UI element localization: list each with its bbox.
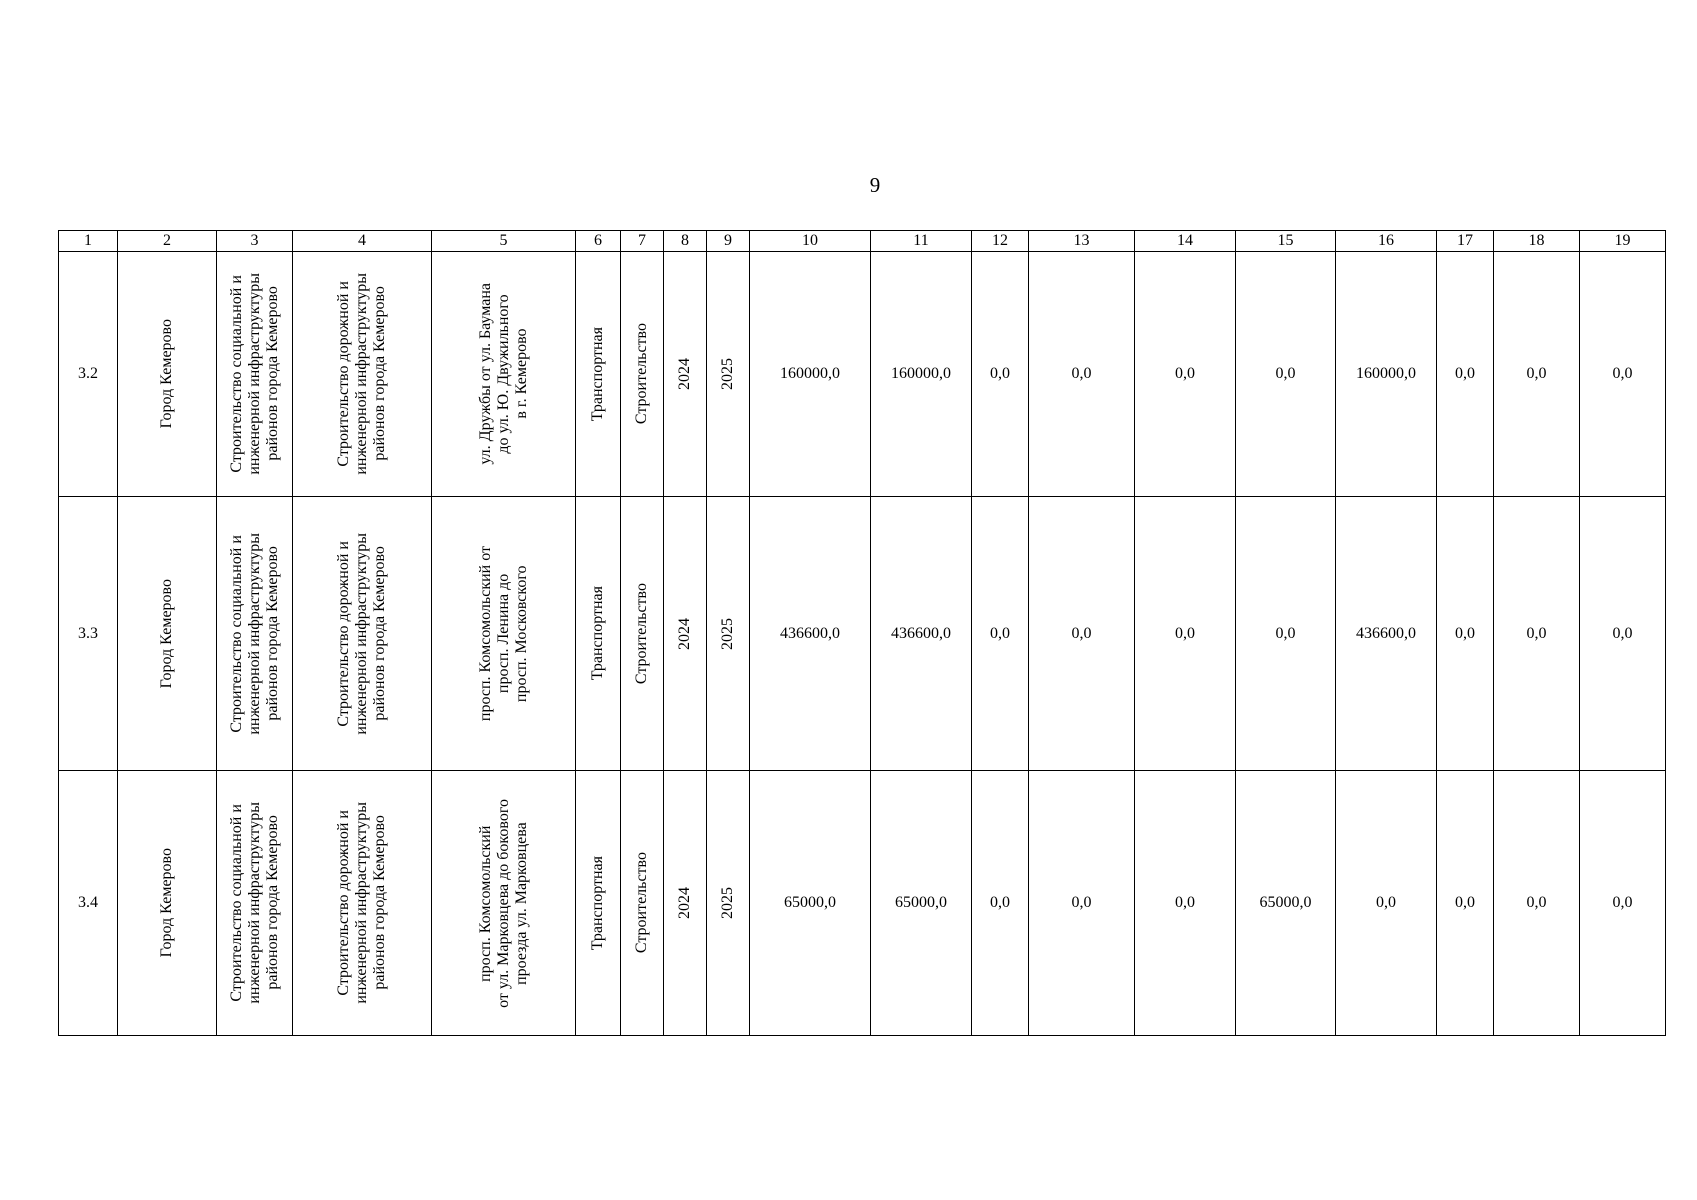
value-cell: 0,0	[1236, 497, 1336, 771]
event-text: Строительство дорожной и инженерной инфраструктуры районов города Кемерово	[335, 273, 388, 475]
column-number-cell: 6	[576, 231, 621, 252]
value-cell: 0,0	[1029, 771, 1135, 1036]
value-cell: 0,0	[1494, 771, 1580, 1036]
infrastructure-type-text: Транспортная	[589, 855, 607, 951]
value-cell: 0,0	[1029, 252, 1135, 497]
year-end-text: 2025	[719, 617, 737, 650]
page-number: 9	[869, 173, 881, 197]
event-cell	[293, 771, 432, 1036]
value-cell: 0,0	[972, 771, 1029, 1036]
project-text: Строительство социальной и инженерной инфраструктуры районов города Кемерово	[227, 802, 281, 1004]
project-cell	[217, 497, 293, 771]
row-number-cell: 3.3	[59, 497, 118, 771]
year-start-text: 2024	[676, 617, 694, 650]
value-cell: 0,0	[1029, 497, 1135, 771]
table-row	[59, 252, 1666, 497]
object-cell	[432, 771, 576, 1036]
work-type-text: Строительство	[633, 852, 651, 954]
table-row	[59, 497, 1666, 771]
value-cell: 0,0	[1336, 771, 1437, 1036]
column-number-cell: 7	[621, 231, 664, 252]
infrastructure-type-text: Транспортная	[589, 586, 607, 681]
table-row	[59, 771, 1666, 1036]
value-cell: 436600,0	[871, 497, 972, 771]
value-cell: 160000,0	[871, 252, 972, 497]
object-text: просп. Комсомольский от просп. Ленина до просп. Московского	[476, 545, 530, 722]
column-number-cell: 4	[293, 231, 432, 252]
work-type-text: Строительство	[633, 323, 651, 425]
value-cell: 65000,0	[750, 771, 871, 1036]
column-number-row	[59, 231, 1666, 252]
column-number-cell: 9	[707, 231, 750, 252]
value-cell: 0,0	[1580, 771, 1666, 1036]
year-end-cell	[707, 497, 750, 771]
year-end-text: 2025	[719, 887, 737, 919]
municipality-cell	[118, 771, 217, 1036]
infrastructure-type-cell	[576, 771, 621, 1036]
municipality-cell	[118, 497, 217, 771]
work-type-cell	[621, 771, 664, 1036]
event-text: Строительство дорожной и инженерной инфраструктуры районов города Кемерово	[335, 532, 388, 735]
column-number-cell: 8	[664, 231, 707, 252]
value-cell: 0,0	[1135, 497, 1236, 771]
data-table	[58, 230, 1666, 1036]
year-start-text: 2024	[676, 887, 694, 919]
year-start-cell	[664, 252, 707, 497]
column-number-cell: 13	[1029, 231, 1135, 252]
object-cell	[432, 252, 576, 497]
value-cell: 0,0	[1135, 771, 1236, 1036]
row-number-cell: 3.4	[59, 771, 118, 1036]
value-cell: 0,0	[1580, 497, 1666, 771]
year-start-text: 2024	[676, 358, 694, 390]
value-cell: 65000,0	[871, 771, 972, 1036]
value-cell: 436600,0	[1336, 497, 1437, 771]
value-cell: 160000,0	[1336, 252, 1437, 497]
column-number-cell: 10	[750, 231, 871, 252]
work-type-cell	[621, 252, 664, 497]
work-type-text: Строительство	[633, 582, 651, 685]
municipality-cell	[118, 252, 217, 497]
value-cell: 0,0	[1437, 252, 1494, 497]
column-number-cell: 17	[1437, 231, 1494, 252]
column-number-cell: 14	[1135, 231, 1236, 252]
value-cell: 0,0	[972, 497, 1029, 771]
value-cell: 65000,0	[1236, 771, 1336, 1036]
column-number-cell: 19	[1580, 231, 1666, 252]
municipality-text: Город Кемерово	[158, 578, 176, 689]
value-cell: 0,0	[1494, 497, 1580, 771]
value-cell: 0,0	[1135, 252, 1236, 497]
column-number-cell: 16	[1336, 231, 1437, 252]
year-end-text: 2025	[719, 358, 737, 390]
column-number-cell: 12	[972, 231, 1029, 252]
infrastructure-type-cell	[576, 252, 621, 497]
column-number-cell: 11	[871, 231, 972, 252]
object-text: ул. Дружбы от ул. Баумана до ул. Ю. Двужильного в г. Кемерово	[476, 283, 530, 465]
work-type-cell	[621, 497, 664, 771]
row-number-cell: 3.2	[59, 252, 118, 497]
project-cell	[217, 252, 293, 497]
value-cell: 0,0	[972, 252, 1029, 497]
column-number-cell: 2	[118, 231, 217, 252]
value-cell: 0,0	[1236, 252, 1336, 497]
object-text: просп. Комсомольский от ул. Марковцева до бокового проезда ул. Марковцева	[476, 798, 530, 1008]
project-text: Строительство социальной и инженерной инфраструктуры районов города Кемерово	[227, 273, 281, 475]
municipality-text: Город Кемерово	[158, 848, 176, 958]
event-text: Строительство дорожной и инженерной инфраструктуры районов города Кемерово	[335, 802, 388, 1004]
year-end-cell	[707, 771, 750, 1036]
column-number-cell: 3	[217, 231, 293, 252]
value-cell: 0,0	[1580, 252, 1666, 497]
year-end-cell	[707, 252, 750, 497]
column-number-cell: 5	[432, 231, 576, 252]
year-start-cell	[664, 497, 707, 771]
project-cell	[217, 771, 293, 1036]
event-cell	[293, 497, 432, 771]
value-cell: 0,0	[1494, 252, 1580, 497]
infrastructure-type-cell	[576, 497, 621, 771]
column-number-cell: 15	[1236, 231, 1336, 252]
value-cell: 0,0	[1437, 497, 1494, 771]
column-number-cell: 1	[59, 231, 118, 252]
event-cell	[293, 252, 432, 497]
project-text: Строительство социальной и инженерной инфраструктуры районов города Кемерово	[227, 532, 281, 735]
value-cell: 160000,0	[750, 252, 871, 497]
value-cell: 436600,0	[750, 497, 871, 771]
value-cell: 0,0	[1437, 771, 1494, 1036]
year-start-cell	[664, 771, 707, 1036]
column-number-cell: 18	[1494, 231, 1580, 252]
object-cell	[432, 497, 576, 771]
municipality-text: Город Кемерово	[158, 319, 176, 429]
infrastructure-type-text: Транспортная	[589, 326, 607, 422]
